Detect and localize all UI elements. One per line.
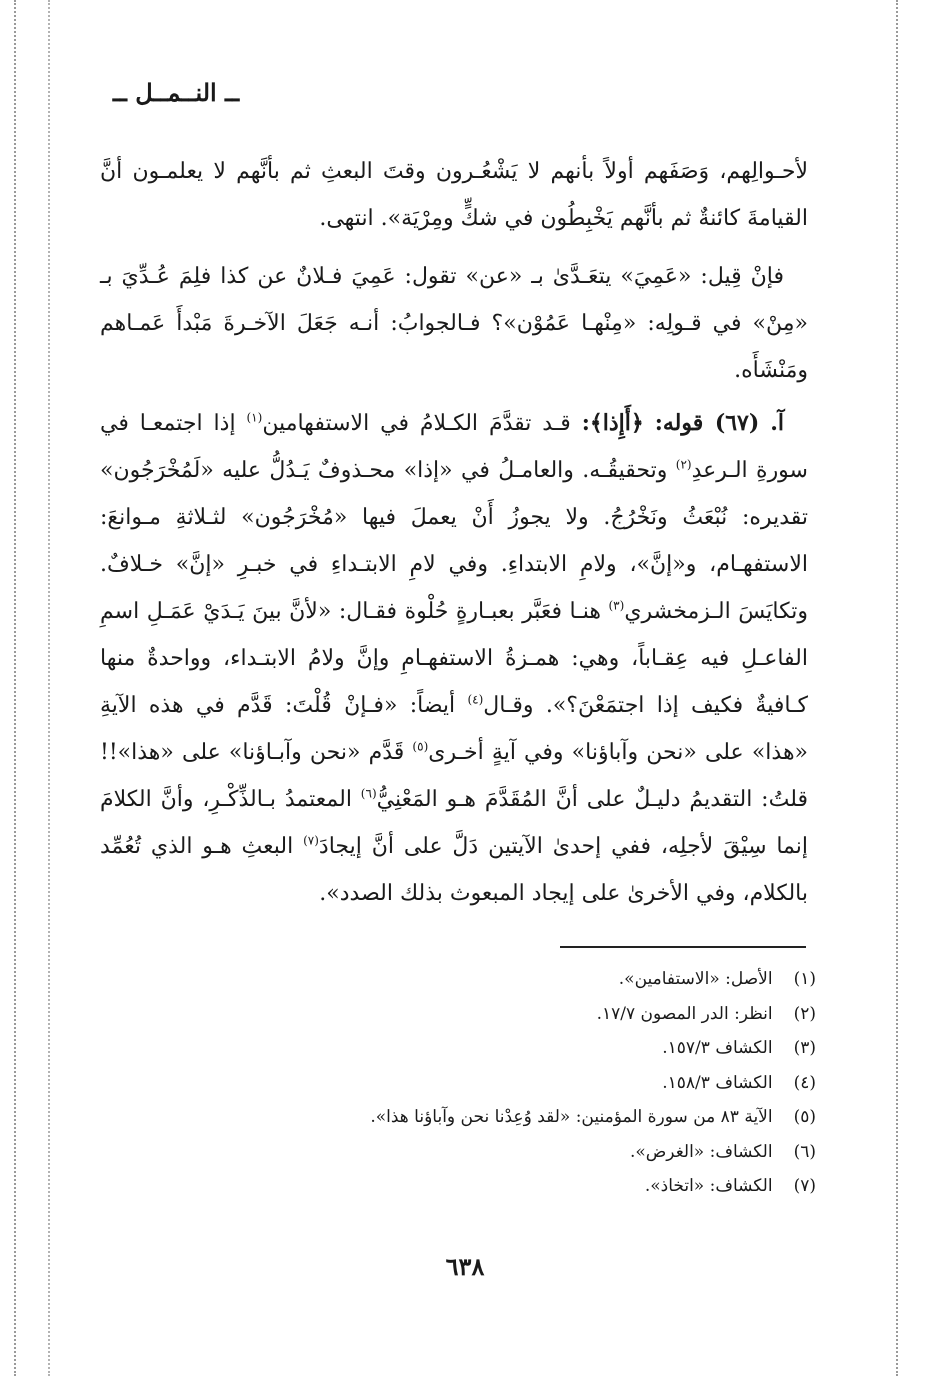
footnote-number: (٢): [793, 1003, 816, 1024]
paragraph-3-text-3: وتحقيقُـه. والعامـلُ في «إذا» محـذوفٌ يَـدُلُّ عليه «لَمُخْرَجُون» تقديره: نُبْعَثُ ونَخْرُجُ. ولا يجوزُ أَنْ يعملَ فيها «مُخْرَجُون» لثـلاثةِ مـوانعَ: الاستفهـام، و«إنَّ»، ولامِ الابتداءِ. وفي لامِ الابتـداءِ في خبـرِ «إنَّ» خـلافٌ. وتكايَسَ الـزمخشري: [100, 458, 808, 624]
footnote-ref-5[interactable]: (٥): [412, 739, 429, 754]
paragraph-1-text: لأحـوالِهم، وَصَفَهم أولاً بأنهم لا يَشْعُـرون وقتَ البعثِ ثم بأنَّهم لا يعلمـون أنَّ القيامةَ كائنةٌ ثم بأنَّهم يَخْبِطُون في شكٍّ ومِرْيَة». انتهى.: [100, 159, 808, 231]
footnote-item: [260, 962, 816, 997]
footnote-text: الكشاف ١٥٨/٣.: [662, 1072, 773, 1093]
paragraph-2: [100, 253, 808, 394]
footnote-item: [260, 1169, 816, 1204]
scan-edge-left-outer: [14, 0, 16, 1376]
paragraph-3-text-2: إذا اجتمعـا في سورةِ الـرعدِ: [100, 411, 808, 483]
footnote-number: (٧): [793, 1176, 816, 1196]
footnote-text: الكشاف: «اتخاذ».: [644, 1176, 773, 1196]
footnotes-list: [260, 962, 816, 1204]
paragraph-3-text-6: قَدَّم «نحن وآبـاؤنا» على «هذا»!! قلتُ: التقديمُ دليـلٌ على أنَّ المُقَدَّمَ هـو المَعْنِيُّ: [100, 740, 809, 812]
verse-reference: (٦٧) قوله:: [654, 410, 760, 436]
paragraph-3-text-5: أيضاً: «فـإنْ قُلْتَ: قَدَّم في هذه الآيةِ «هذا» على «نحن وآباؤنا» وفي آيةٍ أخـرى: [100, 693, 809, 765]
paragraph-3-text-7: المعتمدُ بـالذِّكْـرِ، وأنَّ الكلامَ إنما سِيْقَ لأجلِه، ففي إحدىٰ الآيتين دَلَّ على أنَّ إيجادَ: [100, 787, 809, 859]
footnote-number: (٤): [793, 1072, 816, 1093]
section-marker: آ.: [770, 410, 785, 436]
scan-edge-left-inner: [48, 0, 50, 1376]
paragraph-3-text-8: البعثِ هـو الذي تُعُمِّد بالكلام، وفي الأخرىٰ على إيجاد المبعوث بذلك الصدد».: [100, 834, 808, 906]
footnote-ref-1[interactable]: (١): [246, 410, 263, 425]
paragraph-3: [100, 400, 808, 917]
paragraph-1: [100, 148, 808, 242]
footnote-number: (٣): [793, 1038, 816, 1058]
footnote-ref-4[interactable]: (٤): [467, 692, 484, 707]
running-head: ــ النــمــل ــ: [112, 78, 240, 107]
paragraph-3-text-1: قـد تقدَّمَ الكـلامُ في الاستفهامين: [262, 411, 582, 436]
footnote-number: (٦): [793, 1141, 816, 1162]
footnote-text: انظر: الدر المصون ١٧/٧.: [596, 1003, 773, 1024]
footnote-number: (١): [793, 969, 816, 989]
footnote-ref-6[interactable]: (٦): [360, 786, 377, 801]
footnote-text: الأصل: «الاستفامين».: [618, 969, 773, 989]
footnote-ref-3[interactable]: (٣): [608, 598, 625, 613]
footnote-text: الكشاف ١٥٧/٣.: [662, 1038, 773, 1058]
page-number: ٦٣٨: [445, 1252, 485, 1281]
footnote-ref-7[interactable]: (٧): [303, 833, 319, 848]
scan-edge-right: [896, 0, 898, 1376]
quran-verse: ﴿أَإِذا﴾:: [581, 410, 644, 436]
footnote-number: (٥): [793, 1107, 816, 1127]
footnote-text: الآية ٨٣ من سورة المؤمنين: «لقد وُعِدْنا نحن وآباؤنا هذا».: [370, 1107, 773, 1127]
paragraph-2-text: فإنْ قِيل: «عَمِيَ» يتعَـدَّىٰ بـ «عن» تقول: عَمِيَ فـلانٌ عن كذا فلِمَ عُـدِّيَ بـ «مِنْ» في قـولِه: «مِنْهـا عَمُوْن»؟ فـالجوابُ: أنـه جَعَلَ الآخـرةَ مَبْدأَ عَمـاهم ومَنْشَأَه.: [100, 264, 808, 383]
paragraph-3-text-4: هنـا فعَبَّر بعبـارةٍ حُلْوة فقـال: «لأنَّ بينَ يَـدَيْ عَمَـلِ اسمِ الفاعـلِ فيه عِقـاباً، وهي: همـزةُ الاستفهـامِ وإنَّ ولامُ الابتـداء، وواحدةٌ منها كـافيةٌ فكيف إذا اجتمَعْنَ؟». وقـال: [100, 599, 808, 718]
footnote-item: [260, 1100, 816, 1135]
footnote-ref-2[interactable]: (٢): [675, 457, 692, 472]
footnote-text: الكشاف: «الغرض».: [629, 1141, 773, 1162]
footnote-item: [260, 1135, 816, 1170]
footnote-item: [260, 1066, 816, 1101]
footnote-separator: [560, 946, 806, 948]
footnote-item: [260, 997, 816, 1032]
footnote-item: [260, 1031, 816, 1066]
